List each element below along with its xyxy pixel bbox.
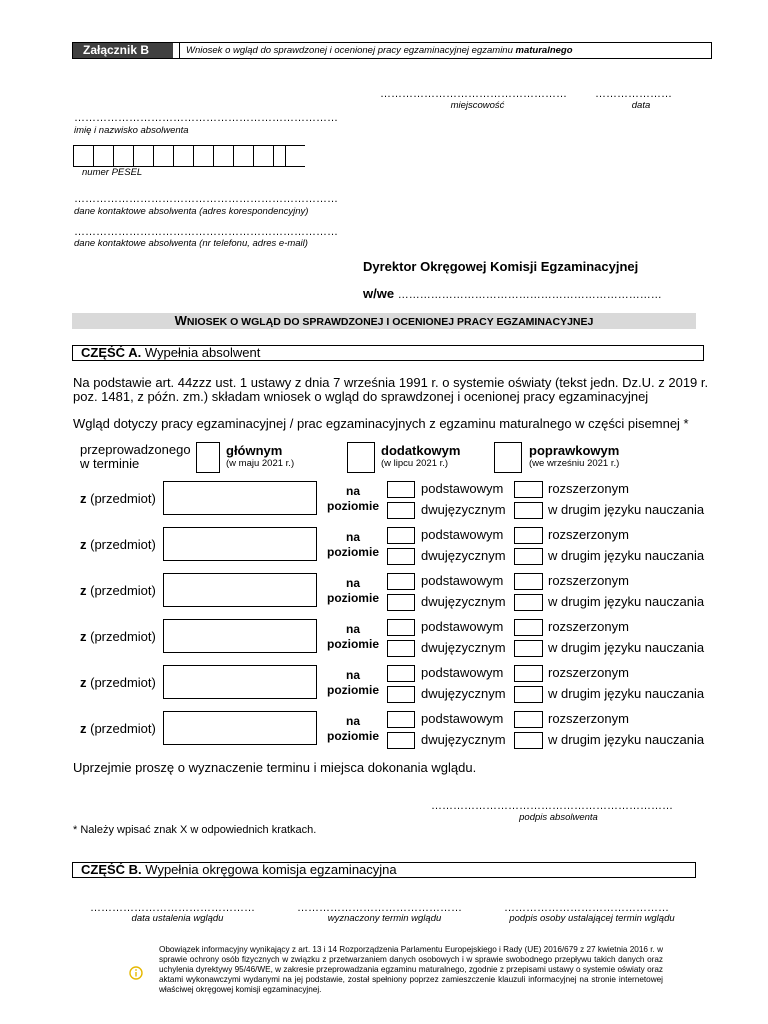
level-extended-checkbox[interactable] bbox=[514, 481, 543, 498]
officer-signature-dots[interactable]: ……………………………………… bbox=[504, 902, 669, 914]
level-second-language-checkbox[interactable] bbox=[514, 640, 543, 657]
header-title-text: Wniosek o wgląd do sprawdzonej i ocenionej pracy egzaminacyjnej egzaminu bbox=[186, 45, 516, 56]
inspection-date-label: data ustalenia wglądu bbox=[131, 913, 224, 924]
level-second-language-checkbox[interactable] bbox=[514, 686, 543, 703]
level-extended-checkbox[interactable] bbox=[514, 711, 543, 728]
level-label-line2: poziomie bbox=[326, 499, 379, 513]
subject-prefix-text: (przedmiot) bbox=[86, 583, 156, 598]
assigned-term-dots[interactable]: ……………………………………… bbox=[297, 902, 462, 914]
level-label bbox=[318, 530, 388, 560]
level-second-language-checkbox[interactable] bbox=[514, 502, 543, 519]
level-second-language-label: w drugim języku nauczania bbox=[548, 732, 705, 747]
level-label-line2: poziomie bbox=[326, 545, 379, 559]
part-a-label: CZĘŚĆ A. bbox=[81, 345, 142, 360]
level-label bbox=[318, 576, 388, 606]
level-extended-checkbox[interactable] bbox=[514, 573, 543, 590]
term-makeup-checkbox[interactable] bbox=[494, 442, 522, 473]
part-a-header bbox=[72, 345, 704, 361]
level-extended-checkbox[interactable] bbox=[514, 619, 543, 636]
subject-prefix-bold: z bbox=[80, 537, 87, 552]
level-second-language-checkbox[interactable] bbox=[514, 732, 543, 749]
header-tag: Załącznik B bbox=[73, 43, 173, 58]
subject-row bbox=[0, 573, 768, 613]
level-second-language-label: w drugim języku nauczania bbox=[548, 594, 705, 609]
info-icon bbox=[129, 966, 143, 980]
subject-input[interactable] bbox=[163, 481, 317, 515]
contact1-dots[interactable]: ……………………………………………………………… bbox=[74, 193, 338, 205]
level-label bbox=[318, 668, 388, 698]
level-label bbox=[318, 714, 388, 744]
level-label bbox=[318, 484, 388, 514]
subject-prefix-text: (przedmiot) bbox=[86, 537, 156, 552]
level-bilingual-checkbox[interactable] bbox=[387, 732, 415, 749]
pesel-label: numer PESEL bbox=[82, 167, 143, 178]
name-dots[interactable]: ……………………………………………………………… bbox=[74, 112, 338, 124]
level-bilingual-label: dwujęzycznym bbox=[421, 502, 506, 517]
addressee-dots[interactable]: ……………………………………………………………… bbox=[397, 289, 662, 301]
term-makeup-note: (we wrześniu 2021 r.) bbox=[529, 458, 620, 469]
inspection-date-dots[interactable]: ……………………………………… bbox=[90, 902, 255, 914]
level-extended-label: rozszerzonym bbox=[548, 711, 629, 726]
level-basic-checkbox[interactable] bbox=[387, 711, 415, 728]
subject-prefix-text: (przedmiot) bbox=[86, 491, 156, 506]
subject-label bbox=[80, 675, 156, 690]
level-extended-checkbox[interactable] bbox=[514, 665, 543, 682]
level-label bbox=[318, 622, 388, 652]
level-label-line1: na bbox=[345, 484, 360, 498]
term-label bbox=[80, 443, 191, 471]
level-bilingual-checkbox[interactable] bbox=[387, 548, 415, 565]
level-extended-checkbox[interactable] bbox=[514, 527, 543, 544]
pesel-digit[interactable] bbox=[234, 146, 254, 167]
subject-prefix-bold: z bbox=[80, 583, 87, 598]
header-title bbox=[179, 43, 573, 58]
level-bilingual-label: dwujęzycznym bbox=[421, 686, 506, 701]
part-b-text: Wypełnia okręgowa komisja egzaminacyjna bbox=[145, 862, 397, 877]
level-basic-label: podstawowym bbox=[421, 481, 504, 496]
pesel-digit[interactable] bbox=[174, 146, 194, 167]
addressee-line2 bbox=[363, 286, 662, 301]
level-label-line1: na bbox=[345, 714, 360, 728]
level-basic-label: podstawowym bbox=[421, 711, 504, 726]
signature-dots[interactable]: ………………………………………………………… bbox=[431, 800, 673, 812]
term-makeup bbox=[529, 443, 619, 469]
level-label-line2: poziomie bbox=[326, 637, 379, 651]
date-label: data bbox=[631, 100, 651, 111]
subject-prefix-bold: z bbox=[80, 721, 87, 736]
level-basic-label: podstawowym bbox=[421, 665, 504, 680]
level-second-language-label: w drugim języku nauczania bbox=[548, 640, 705, 655]
subject-label bbox=[80, 629, 156, 644]
subject-prefix-bold: z bbox=[80, 675, 87, 690]
contact2-label: dane kontaktowe absolwenta (nr telefonu, adres e-mail) bbox=[74, 238, 308, 249]
subject-label bbox=[80, 583, 156, 598]
level-second-language-label: w drugim języku nauczania bbox=[548, 686, 705, 701]
contact2-dots[interactable]: ……………………………………………………………… bbox=[74, 226, 338, 238]
subject-input[interactable] bbox=[163, 665, 317, 699]
date-dots[interactable]: ………………… bbox=[595, 88, 672, 100]
place-dots[interactable]: …………………………………………… bbox=[380, 88, 567, 100]
level-label-line1: na bbox=[345, 530, 360, 544]
subject-prefix-bold: z bbox=[80, 629, 87, 644]
part-a-text: Wypełnia absolwent bbox=[144, 345, 261, 360]
term-makeup-name: poprawkowym bbox=[529, 443, 620, 458]
level-basic-checkbox[interactable] bbox=[387, 527, 415, 544]
term-main-name: głównym bbox=[226, 443, 283, 458]
level-basic-checkbox[interactable] bbox=[387, 619, 415, 636]
header-bar bbox=[72, 42, 712, 59]
term-main-checkbox[interactable] bbox=[196, 442, 220, 473]
info-clause: Obowiązek informacyjny wynikający z art. 13 i 14 Rozporządzenia Parlamentu Europejskiego i Rady (UE) 2016/679 z 27 kwietnia 2016 r. w sprawie ochrony osób fizycznych w związku z przetwarzaniem danych osobowych i w sprawie swobodnego przepływu takich danych oraz uchylenia dyrektywy 95/46/WE, w zakresie przeprowadzania egzaminu maturalnego, zgodnie z przepisami ustawy o systemie oświaty oraz aktami wykonawczymi wydanymi na jej podstawie, został spełniony poprzez zamieszczenie klauzuli informacyjnej na stronie internetowej właściwej okręgowej komisji egzaminacyjnej. bbox=[159, 945, 663, 994]
level-extended-label: rozszerzonym bbox=[548, 481, 629, 496]
subject-row bbox=[0, 481, 768, 521]
request-text: Uprzejmie proszę o wyznaczenie terminu i miejsca dokonania wglądu. bbox=[73, 760, 477, 775]
pesel-digit[interactable] bbox=[254, 146, 274, 167]
level-bilingual-checkbox[interactable] bbox=[387, 686, 415, 703]
level-basic-label: podstawowym bbox=[421, 527, 504, 542]
level-second-language-checkbox[interactable] bbox=[514, 548, 543, 565]
term-additional-name: dodatkowym bbox=[381, 443, 461, 458]
place-label: miejscowość bbox=[450, 100, 505, 111]
pesel-digit[interactable] bbox=[114, 146, 134, 167]
level-label-line2: poziomie bbox=[326, 591, 379, 605]
addressee-line1: Dyrektor Okręgowej Komisji Egzaminacyjnej bbox=[363, 259, 639, 274]
pesel-boxes[interactable] bbox=[73, 145, 305, 167]
subject-input[interactable] bbox=[163, 573, 317, 607]
level-bilingual-label: dwujęzycznym bbox=[421, 640, 506, 655]
officer-signature-label: podpis osoby ustalającej termin wglądu bbox=[509, 913, 675, 924]
subject-input[interactable] bbox=[163, 527, 317, 561]
banner-first-letter: W bbox=[174, 313, 187, 328]
contact1-label: dane kontaktowe absolwenta (adres korespondencyjny) bbox=[74, 206, 309, 217]
level-bilingual-label: dwujęzycznym bbox=[421, 594, 506, 609]
header-title-bold: maturalnego bbox=[515, 45, 573, 56]
level-extended-label: rozszerzonym bbox=[548, 665, 629, 680]
subject-input[interactable] bbox=[163, 619, 317, 653]
pesel-digit[interactable] bbox=[94, 146, 114, 167]
footnote: * Należy wpisać znak X w odpowiednich kratkach. bbox=[73, 824, 317, 836]
level-label-line2: poziomie bbox=[326, 683, 379, 697]
level-extended-label: rozszerzonym bbox=[548, 527, 629, 542]
form-banner bbox=[72, 313, 696, 329]
level-second-language-checkbox[interactable] bbox=[514, 594, 543, 611]
level-extended-label: rozszerzonym bbox=[548, 573, 629, 588]
legal-basis-line1: Na podstawie art. 44zzz ust. 1 ustawy z dnia 7 września 1991 r. o systemie oświaty (tekst jedn. Dz.U. z 2019 r. bbox=[73, 375, 709, 390]
term-main bbox=[226, 443, 294, 469]
part-b-label: CZĘŚĆ B. bbox=[81, 862, 142, 877]
term-additional-note: (w lipcu 2021 r.) bbox=[381, 458, 449, 469]
subject-row bbox=[0, 711, 768, 751]
subject-input[interactable] bbox=[163, 711, 317, 745]
level-extended-label: rozszerzonym bbox=[548, 619, 629, 634]
subject-row bbox=[0, 665, 768, 705]
term-label-line2: w terminie bbox=[80, 456, 140, 471]
subject-label bbox=[80, 491, 156, 506]
legal-basis-line2: poz. 1481, z późn. zm.) składam wniosek o wgląd do sprawdzonej i ocenionej pracy egzaminacyjnej bbox=[73, 389, 649, 404]
pesel-digit[interactable] bbox=[274, 146, 286, 167]
level-label-line1: na bbox=[345, 622, 360, 636]
level-label-line1: na bbox=[345, 576, 360, 590]
level-basic-checkbox[interactable] bbox=[387, 665, 415, 682]
pesel-digit[interactable] bbox=[154, 146, 174, 167]
level-bilingual-checkbox[interactable] bbox=[387, 594, 415, 611]
level-label-line1: na bbox=[345, 668, 360, 682]
level-label-line2: poziomie bbox=[326, 729, 379, 743]
subject-row bbox=[0, 619, 768, 659]
subject-label bbox=[80, 537, 156, 552]
level-basic-checkbox[interactable] bbox=[387, 573, 415, 590]
pesel-digit[interactable] bbox=[134, 146, 154, 167]
scope-text: Wgląd dotyczy pracy egzaminacyjnej / prac egzaminacyjnych z egzaminu maturalnego w części pisemnej * bbox=[73, 416, 689, 431]
subject-prefix-text: (przedmiot) bbox=[86, 629, 156, 644]
level-second-language-label: w drugim języku nauczania bbox=[548, 502, 705, 517]
subject-label bbox=[80, 721, 156, 736]
addressee-wwe: w/we bbox=[363, 286, 395, 301]
banner-text: NIOSEK O WGLĄD DO SPRAWDZONEJ I OCENIONEJ PRACY EGZAMINACYJNEJ bbox=[186, 316, 594, 328]
term-label-line1: przeprowadzonego bbox=[80, 442, 191, 457]
subject-prefix-bold: z bbox=[80, 491, 87, 506]
level-second-language-label: w drugim języku nauczania bbox=[548, 548, 705, 563]
term-additional-checkbox[interactable] bbox=[347, 442, 375, 473]
level-basic-label: podstawowym bbox=[421, 619, 504, 634]
assigned-term-label: wyznaczony termin wglądu bbox=[327, 913, 442, 924]
subject-row bbox=[0, 527, 768, 567]
level-basic-checkbox[interactable] bbox=[387, 481, 415, 498]
term-main-note: (w maju 2021 r.) bbox=[226, 458, 295, 469]
level-bilingual-label: dwujęzycznym bbox=[421, 548, 506, 563]
name-label: imię i nazwisko absolwenta bbox=[74, 125, 189, 136]
subject-prefix-text: (przedmiot) bbox=[86, 721, 156, 736]
pesel-digit[interactable] bbox=[194, 146, 214, 167]
part-b-header bbox=[72, 862, 696, 878]
pesel-digit[interactable] bbox=[74, 146, 94, 167]
signature-label: podpis absolwenta bbox=[519, 812, 598, 823]
pesel-digit[interactable] bbox=[214, 146, 234, 167]
subject-prefix-text: (przedmiot) bbox=[86, 675, 156, 690]
level-basic-label: podstawowym bbox=[421, 573, 504, 588]
level-bilingual-checkbox[interactable] bbox=[387, 640, 415, 657]
level-bilingual-checkbox[interactable] bbox=[387, 502, 415, 519]
term-additional bbox=[381, 443, 460, 469]
level-bilingual-label: dwujęzycznym bbox=[421, 732, 506, 747]
